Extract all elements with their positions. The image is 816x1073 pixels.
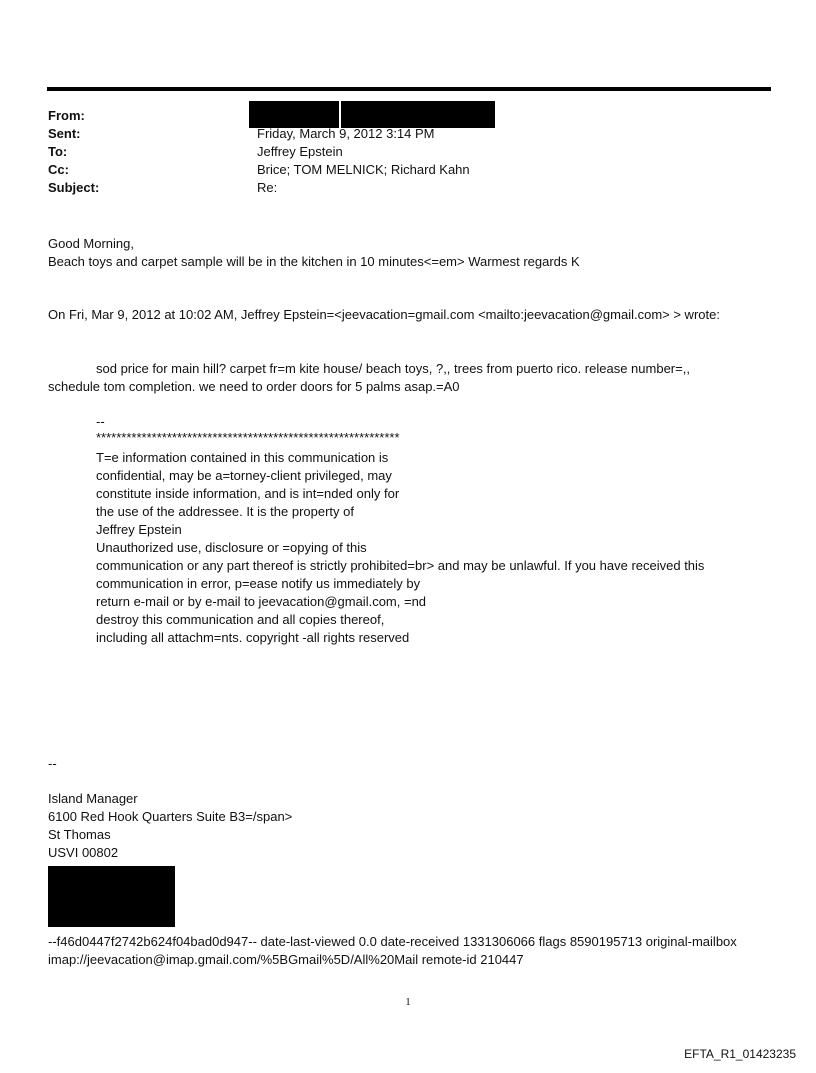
header-rule [47,87,771,91]
signature-dash: -- [48,756,57,771]
signature-title: Island Manager [48,791,138,806]
quote-line-1: sod price for main hill? carpet fr=m kite house/ beach toys, ?,, trees from puerto rico. release number=,, [96,361,690,376]
cc-value: Brice; TOM MELNICK; Richard Kahn [257,162,470,177]
sent-label: Sent: [48,126,81,141]
quote-line-2: schedule tom completion. we need to order doors for 5 palms asap.=A0 [48,379,460,394]
disclaimer-line: destroy this communication and all copies thereof, [96,612,385,627]
subject-value: Re: [257,180,278,195]
quote-sig-dash: -- [96,414,105,429]
to-label: To: [48,144,68,159]
disclaimer-line: constitute inside information, and is int=nded only for [96,486,400,501]
redaction-box-signature [48,866,175,927]
body-line-1: Beach toys and carpet sample will be in the kitchen in 10 minutes<=em> Warmest regards K [48,254,580,269]
metadata-line-1: --f46d0447f2742b624f04bad0d947-- date-last-viewed 0.0 date-received 1331306066 flags 8590195713 original-mailbox [48,934,737,949]
to-value: Jeffrey Epstein [257,144,343,159]
signature-city: St Thomas [48,827,111,842]
page-number: 1 [405,996,411,1008]
disclaimer-line: communication in error, p=ease notify us immediately by [96,576,421,591]
document-id: EFTA_R1_01423235 [684,1047,796,1061]
disclaimer-line: including all attachm=nts. copyright -all rights reserved [96,630,410,645]
disclaimer-line: confidential, may be a=torney-client privileged, may [96,468,392,483]
metadata-line-2: imap://jeevacation@imap.gmail.com/%5BGmail%5D/All%20Mail remote-id 210447 [48,952,524,967]
quote-intro: On Fri, Mar 9, 2012 at 10:02 AM, Jeffrey Epstein=<jeevacation=gmail.com <mailto:jeevacation@gmail.com> > wrote: [48,307,720,322]
redaction-box-from-1 [249,101,339,128]
signature-address: 6100 Red Hook Quarters Suite B3=/span> [48,809,293,824]
greeting: Good Morning, [48,236,134,251]
disclaimer-line: Unauthorized use, disclosure or =opying of this [96,540,367,555]
signature-postal: USVI 00802 [48,845,119,860]
stars-divider: ************************************************************ [96,430,400,445]
from-label: From: [48,108,85,123]
disclaimer-line: communication or any part thereof is strictly prohibited=br> and may be unlawful. If you have received this [96,558,705,573]
disclaimer-line: T=e information contained in this communication is [96,450,389,465]
sent-value: Friday, March 9, 2012 3:14 PM [257,126,435,141]
cc-label: Cc: [48,162,69,177]
subject-label: Subject: [48,180,100,195]
redaction-box-from-2 [341,101,495,128]
disclaimer-line: Jeffrey Epstein [96,522,182,537]
disclaimer-line: the use of the addressee. It is the property of [96,504,354,519]
disclaimer-line: return e-mail or by e-mail to jeevacation@gmail.com, =nd [96,594,427,609]
